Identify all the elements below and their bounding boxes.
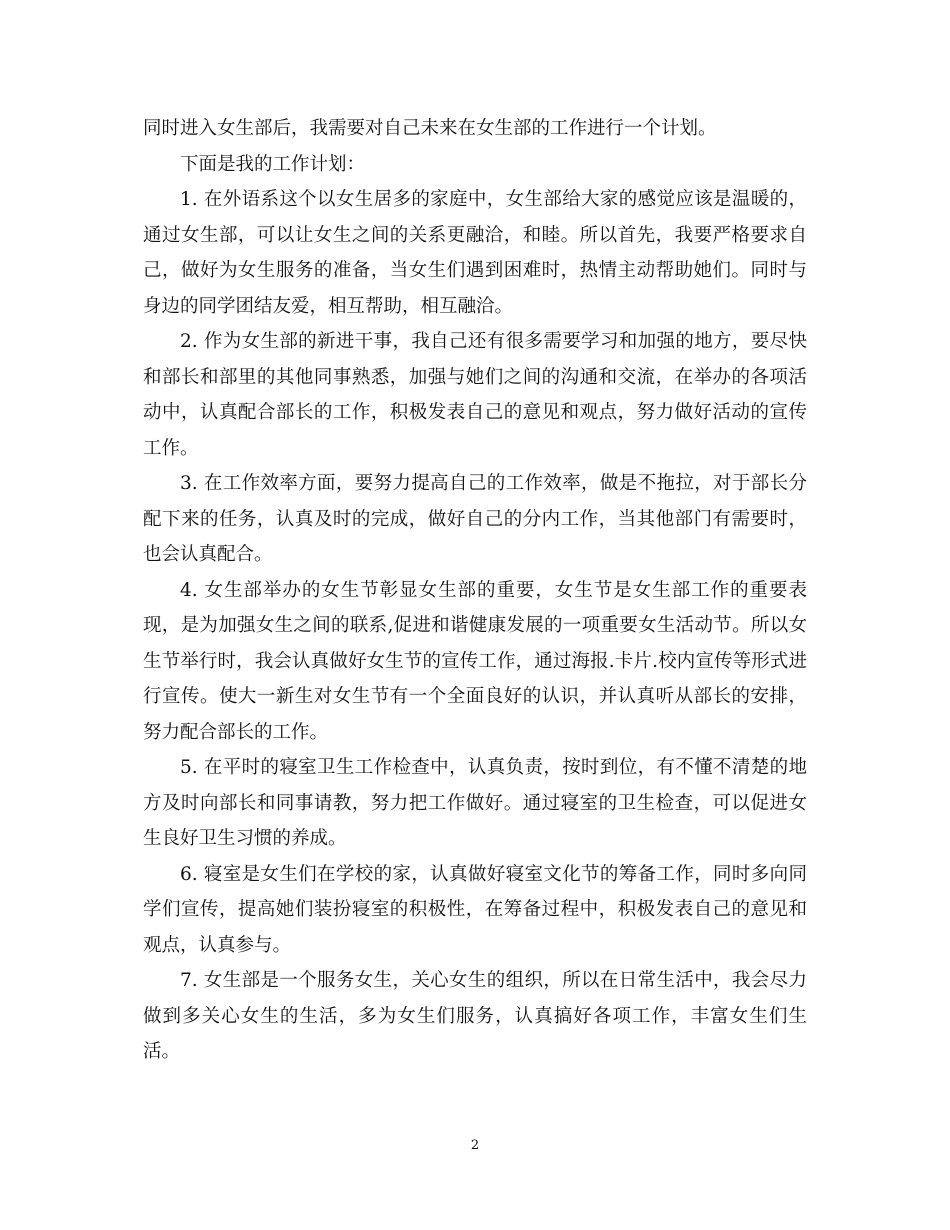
paragraph-item-7: 7. 女生部是一个服务女生，关心女生的组织，所以在日常生活中，我会尽力做到多关心女生的生活，多为女生们服务，认真搞好各项工作，丰富女生们生活。 xyxy=(143,970,807,1062)
paragraph-item-4: 4. 女生部举办的女生节彰显女生部的重要，女生节是女生部工作的重要表现，是为加强女生之间的联系,促进和谐健康发展的一项重要女生活动节。所以女生节举行时，我会认真做好女生节的宣传工作，通过海报.卡片.校内宣传等形式进行宣传。使大一新生对女生节有一个全面良好的认识，并认真听从部长的安排，努力配合部长的工作。 xyxy=(143,579,807,743)
paragraph-intro: 同时进入女生部后，我需要对自己未来在女生部的工作进行一个计划。 xyxy=(143,118,717,139)
paragraph-plan-heading: 下面是我的工作计划： xyxy=(180,153,366,175)
document-page xyxy=(143,111,807,1070)
paragraph-item-3: 3. 在工作效率方面，要努力提高自己的工作效率，做是不拖拉，对于部长分配下来的任务，认真及时的完成，做好自己的分内工作，当其他部门有需要时，也会认真配合。 xyxy=(143,473,807,565)
paragraph-item-2: 2. 作为女生部的新进干事，我自己还有很多需要学习和加强的地方，要尽快和部长和部里的其他同事熟悉，加强与她们之间的沟通和交流，在举办的各项活动中，认真配合部长的工作，积极发表自己的意见和观点，努力做好活动的宣传工作。 xyxy=(143,331,807,459)
paragraph-item-5: 5. 在平时的寝室卫生工作检查中，认真负责，按时到位，有不懂不清楚的地方及时向部长和同事请教，努力把工作做好。通过寝室的卫生检查，可以促进女生良好卫生习惯的养成。 xyxy=(143,757,807,849)
paragraph-item-6: 6. 寝室是女生们在学校的家，认真做好寝室文化节的筹备工作，同时多向同学们宣传，提高她们装扮寝室的积极性，在筹备过程中，积极发表自己的意见和观点，认真参与。 xyxy=(143,863,807,956)
paragraph-item-1: 1. 在外语系这个以女生居多的家庭中，女生部给大家的感觉应该是温暖的，通过女生部，可以让女生之间的关系更融洽，和睦。所以首先，我要严格要求自己，做好为女生服务的准备，当女生们遇到困难时，热情主动帮助她们。同时与身边的同学团结友爱，相互帮助，相互融洽。 xyxy=(143,189,807,317)
page-number: 2 xyxy=(470,1138,480,1153)
